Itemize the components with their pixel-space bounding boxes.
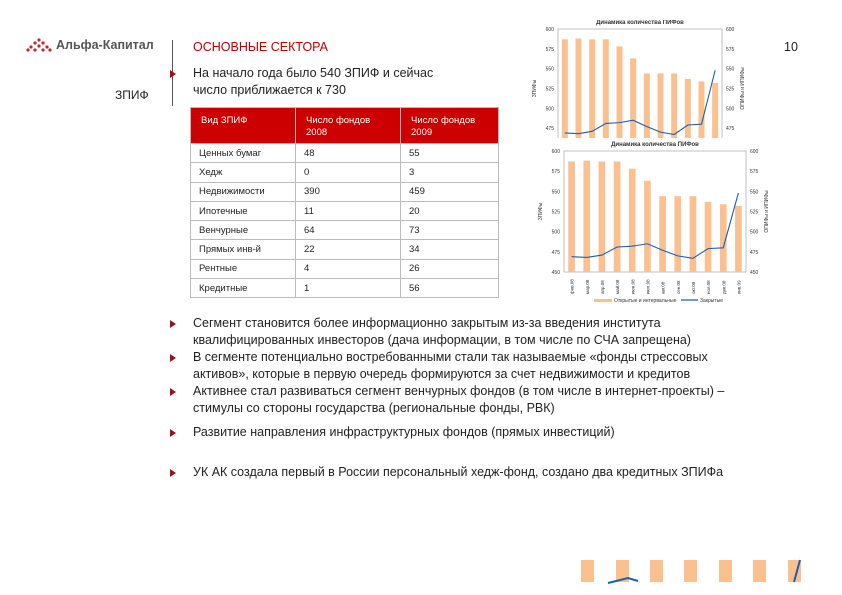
y2-tick-label: 550 bbox=[726, 66, 735, 73]
bullet-line: В сегменте потенциально востребованными стали так называемые «фонды стрессовых bbox=[193, 350, 708, 364]
bar bbox=[589, 39, 595, 138]
y-tick-label: 550 bbox=[551, 189, 560, 196]
y2-tick-label: 600 bbox=[726, 27, 735, 33]
bar bbox=[735, 206, 742, 272]
x-tick-label: апр.08 bbox=[599, 280, 605, 294]
y2-tick-label: 525 bbox=[726, 86, 735, 93]
bar bbox=[657, 73, 663, 138]
y-tick-label: 450 bbox=[551, 270, 560, 276]
x-tick-label: ноя.08 bbox=[706, 280, 712, 294]
table-cell: 459 bbox=[401, 182, 499, 201]
table-cell: Прямых инв-й bbox=[191, 240, 296, 259]
bullet-line: Сегмент становится более информационно закрытым из-за введения института bbox=[193, 316, 661, 330]
y-tick-label: 550 bbox=[545, 66, 554, 73]
y-tick-label: 575 bbox=[545, 46, 554, 53]
table-row bbox=[191, 163, 499, 182]
y-axis-label: ЗПИФы bbox=[538, 202, 544, 221]
y-tick-label: 500 bbox=[551, 229, 560, 236]
bar bbox=[568, 161, 575, 272]
bullet-text bbox=[193, 464, 723, 481]
table-cell: 390 bbox=[296, 182, 401, 201]
y2-tick-label: 475 bbox=[750, 249, 759, 256]
bar bbox=[705, 202, 712, 272]
bullet-text bbox=[193, 349, 708, 383]
plot-area bbox=[558, 29, 722, 138]
y2-axis-label: ОПИФы и ИПИФы bbox=[740, 67, 746, 110]
y2-tick-label: 600 bbox=[750, 149, 759, 155]
table-row bbox=[191, 259, 499, 278]
table-row bbox=[191, 182, 499, 201]
y2-tick-label: 575 bbox=[726, 46, 735, 53]
table-cell: 1 bbox=[296, 279, 401, 298]
y2-tick-label: 500 bbox=[750, 229, 759, 236]
bullet-icon bbox=[170, 388, 176, 396]
x-tick-label: окт.08 bbox=[690, 281, 696, 294]
table-cell: Кредитные bbox=[191, 279, 296, 298]
logo bbox=[26, 38, 154, 52]
table-cell: 3 bbox=[401, 163, 499, 182]
bar bbox=[614, 161, 621, 272]
x-tick-label: мар.08 bbox=[584, 279, 590, 294]
page-number: 10 bbox=[784, 40, 798, 54]
intro-line: На начало года было 540 ЗПИФ и сейчас bbox=[193, 66, 434, 80]
bar bbox=[575, 39, 581, 138]
bullet-icon bbox=[170, 429, 176, 437]
bullet-line: квалифицированных инвесторов (дача информации, в том числе по СЧА запрещена) bbox=[193, 333, 691, 347]
bullet-line: активов», которые в первую очередь формируются за счет недвижимости и кредитов bbox=[193, 367, 691, 381]
table-cell: 73 bbox=[401, 221, 499, 240]
table-cell: Венчурные bbox=[191, 221, 296, 240]
table-cell: 20 bbox=[401, 201, 499, 220]
table-cell: Хедж bbox=[191, 163, 296, 182]
y2-tick-label: 450 bbox=[750, 270, 759, 276]
logo-dots-icon bbox=[26, 38, 52, 52]
intro-text bbox=[193, 65, 433, 99]
bar bbox=[583, 161, 590, 272]
bar bbox=[698, 81, 704, 138]
table-row bbox=[191, 279, 499, 298]
bullet-line: УК АК создала первый в России персональный хедж-фонд, создано два кредитных ЗПИФа bbox=[193, 465, 724, 479]
y-tick-label: 600 bbox=[545, 27, 554, 33]
intro-line: число приближается к 730 bbox=[193, 83, 346, 97]
line-series bbox=[572, 193, 739, 258]
y-tick-label: 500 bbox=[545, 106, 554, 113]
bar bbox=[562, 39, 568, 138]
legend-swatch bbox=[594, 299, 612, 302]
header-cell: Вид ЗПИФ bbox=[191, 108, 296, 144]
bar bbox=[630, 58, 636, 138]
table-cell: 22 bbox=[296, 240, 401, 259]
y2-tick-label: 525 bbox=[750, 209, 759, 216]
bullet-icon bbox=[170, 70, 176, 78]
bar bbox=[644, 73, 650, 138]
funds-table bbox=[190, 107, 499, 298]
logo-text: Альфа-Капитал bbox=[56, 38, 154, 52]
table-row bbox=[191, 240, 499, 259]
y2-tick-label: 500 bbox=[726, 106, 735, 113]
bar bbox=[659, 196, 666, 272]
bullet-icon bbox=[170, 469, 176, 477]
table-cell: 48 bbox=[296, 144, 401, 163]
bullet-icon bbox=[170, 320, 176, 328]
table-cell: Недвижимости bbox=[191, 182, 296, 201]
section-label: ЗПИФ bbox=[115, 88, 149, 102]
line-series bbox=[565, 70, 715, 134]
legend-label: Открытые и интервальные bbox=[614, 298, 677, 304]
bullet-text bbox=[193, 315, 691, 349]
bullet-icon bbox=[170, 354, 176, 362]
y-axis-label: ЗПИФы bbox=[532, 79, 538, 98]
bar bbox=[690, 196, 697, 272]
y2-axis-label: ОПИФы и ИПИФы bbox=[764, 190, 770, 233]
table-row bbox=[191, 221, 499, 240]
bullet-line: Активнее стал развиваться сегмент венчурных фондов (в том числе в интернет-проекты) – bbox=[193, 384, 725, 398]
table-cell: 26 bbox=[401, 259, 499, 278]
bullet-line: стимулы со стороны государства (региональные фонды, РВК) bbox=[193, 401, 555, 415]
table-cell: 55 bbox=[401, 144, 499, 163]
y-tick-label: 475 bbox=[551, 249, 560, 256]
x-tick-label: фев.08 bbox=[569, 279, 575, 294]
bullet-text bbox=[193, 424, 615, 441]
x-tick-label: сен.08 bbox=[675, 280, 681, 294]
y2-tick-label: 575 bbox=[750, 169, 759, 176]
table-row bbox=[191, 144, 499, 163]
bar bbox=[644, 181, 651, 272]
x-tick-label: авг.08 bbox=[660, 281, 666, 294]
page-title: ОСНОВНЫЕ СЕКТОРА bbox=[193, 40, 329, 54]
bar bbox=[671, 73, 677, 138]
table-cell: 64 bbox=[296, 221, 401, 240]
plot-area bbox=[564, 151, 746, 272]
table-cell: Ипотечные bbox=[191, 201, 296, 220]
table-cell: Рентные bbox=[191, 259, 296, 278]
bar bbox=[674, 196, 681, 272]
y-tick-label: 600 bbox=[551, 149, 560, 155]
chart-main bbox=[536, 138, 774, 308]
y-tick-label: 475 bbox=[545, 126, 554, 133]
x-tick-label: июл.08 bbox=[645, 279, 651, 294]
x-tick-label: май.08 bbox=[615, 279, 621, 294]
table-cell: 56 bbox=[401, 279, 499, 298]
table-row bbox=[191, 201, 499, 220]
bar bbox=[685, 79, 691, 138]
x-tick-label: дек.08 bbox=[721, 280, 727, 294]
bar bbox=[616, 46, 622, 138]
bullet-text bbox=[193, 383, 724, 417]
chart-top bbox=[528, 20, 782, 138]
bar bbox=[629, 169, 636, 272]
legend-label: Закрытые bbox=[700, 298, 724, 304]
y-tick-label: 575 bbox=[551, 169, 560, 176]
table-cell: 11 bbox=[296, 201, 401, 220]
table-cell: 0 bbox=[296, 163, 401, 182]
chart-title: Динамика количества ПИФов bbox=[596, 20, 684, 26]
header-cell: Число фондов 2008 bbox=[296, 108, 401, 144]
x-tick-label: июн.08 bbox=[630, 279, 636, 294]
y-tick-label: 525 bbox=[545, 86, 554, 93]
y-tick-label: 525 bbox=[551, 209, 560, 216]
chart-title: Динамика количества ПИФов bbox=[611, 142, 699, 148]
y2-tick-label: 475 bbox=[726, 126, 735, 133]
table-cell: 4 bbox=[296, 259, 401, 278]
table-cell: 34 bbox=[401, 240, 499, 259]
x-tick-label: янв.09 bbox=[736, 280, 742, 294]
bar bbox=[712, 83, 718, 138]
table-header bbox=[191, 108, 499, 144]
bullet-line: Развитие направления инфраструктурных фондов (прямых инвестиций) bbox=[193, 425, 615, 439]
table-cell: Ценных бумаг bbox=[191, 144, 296, 163]
y2-tick-label: 550 bbox=[750, 189, 759, 196]
chart-fragment bbox=[578, 555, 808, 595]
header-cell: Число фондов 2009 bbox=[401, 108, 499, 144]
